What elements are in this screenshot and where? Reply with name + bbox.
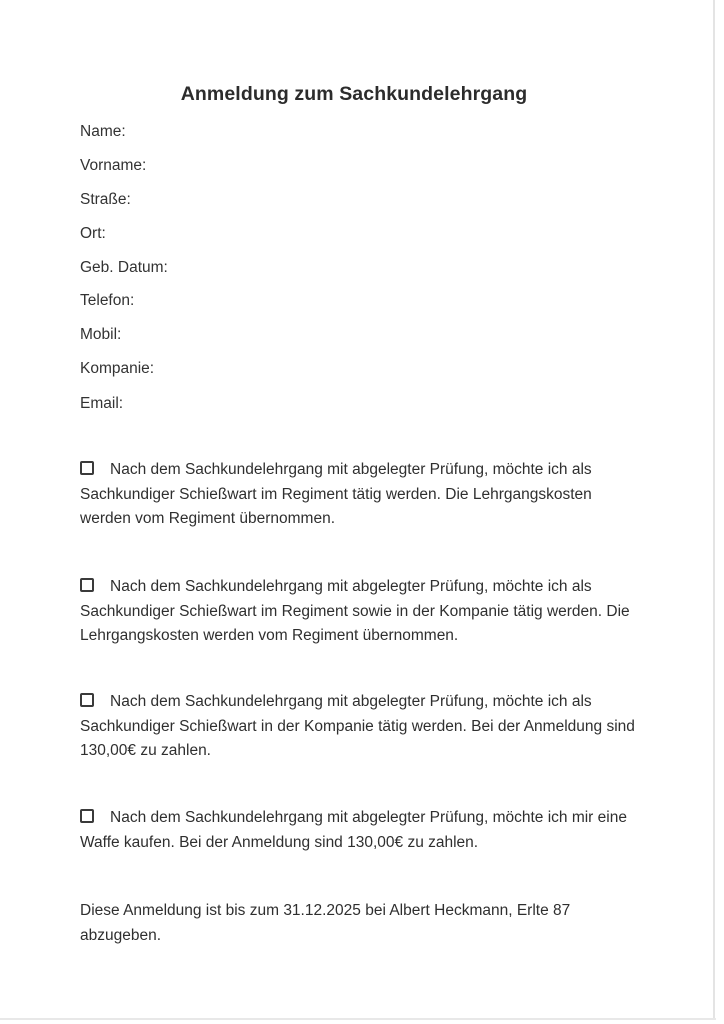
- checkbox-regiment-and-kompanie[interactable]: [80, 578, 94, 592]
- option-regiment-and-kompanie-text: Nach dem Sachkundelehrgang mit abgelegter Prüfung, möchte ich als Sachkundiger Schießwart im Regiment sowie in der Kompanie tätig werden. Die Lehrgangskosten werden vom Regiment übernommen.: [80, 578, 630, 644]
- field-label-telefon: Telefon:: [80, 292, 135, 309]
- field-label-strasse: Straße:: [80, 191, 131, 208]
- page-edge-bottom: [0, 1018, 716, 1020]
- option-kompanie-text: Nach dem Sachkundelehrgang mit abgelegter Prüfung, möchte ich als Sachkundiger Schießwart in der Kompanie tätig werden. Bei der Anmeldung sind 130,00€ zu zahlen.: [80, 693, 635, 759]
- field-label-vorname: Vorname:: [80, 157, 147, 174]
- checkbox-regiment[interactable]: [80, 461, 94, 475]
- option-regiment: [80, 458, 640, 532]
- page-edge-right: [713, 0, 715, 1020]
- field-label-email: Email:: [80, 395, 124, 412]
- field-label-geb-datum: Geb. Datum:: [80, 259, 168, 276]
- field-label-kompanie: Kompanie:: [80, 360, 155, 377]
- checkbox-kompanie[interactable]: [80, 693, 94, 707]
- footer-note: Diese Anmeldung ist bis zum 31.12.2025 bei Albert Heckmann, Erlte 87 abzugeben.: [80, 902, 571, 944]
- field-label-name: Name:: [80, 123, 126, 140]
- option-kompanie: [80, 690, 640, 764]
- field-label-mobil: Mobil:: [80, 326, 122, 343]
- field-label-ort: Ort:: [80, 225, 106, 242]
- option-regiment-and-kompanie: [80, 575, 640, 649]
- option-regiment-text: Nach dem Sachkundelehrgang mit abgelegter Prüfung, möchte ich als Sachkundiger Schießwart im Regiment tätig werden. Die Lehrgangskosten werden vom Regiment übernommen.: [80, 461, 592, 527]
- option-waffe-kaufen: [80, 806, 640, 855]
- option-waffe-kaufen-text: Nach dem Sachkundelehrgang mit abgelegter Prüfung, möchte ich mir eine Waffe kaufen. Bei der Anmeldung sind 130,00€ zu zahlen.: [80, 809, 627, 851]
- document-title: Anmeldung zum Sachkundelehrgang: [180, 83, 528, 105]
- checkbox-waffe-kaufen[interactable]: [80, 809, 94, 823]
